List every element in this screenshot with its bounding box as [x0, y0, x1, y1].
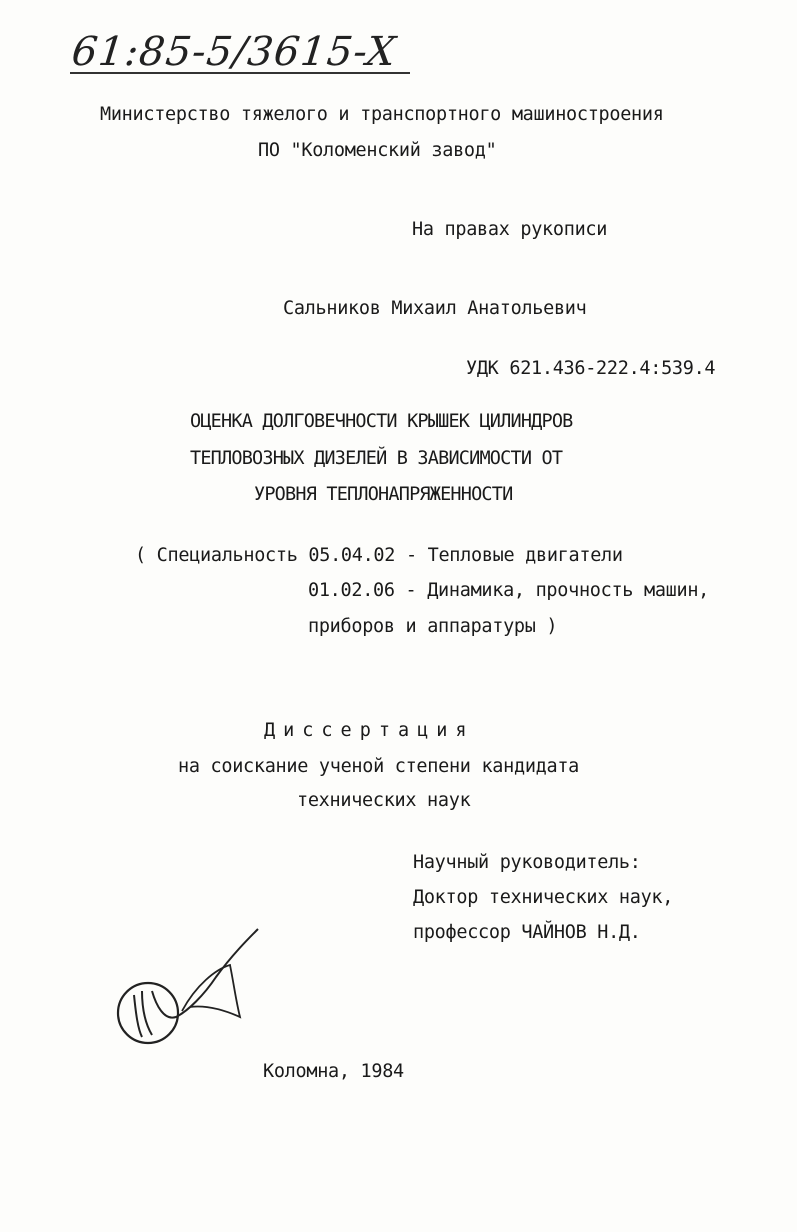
ministry-name: Министерство тяжелого и транспортного машиностроения	[100, 104, 664, 125]
manuscript-rights: На правах рукописи	[412, 219, 608, 240]
title-line-3: УРОВНЯ ТЕПЛОНАПРЯЖЕННОСТИ	[254, 484, 513, 505]
specialty-line-1: ( Специальность 05.04.02 - Тепловые двигатели	[135, 545, 623, 566]
organization-name: ПО "Коломенский завод"	[258, 140, 497, 161]
degree-line-2: на соискание ученой степени кандидата	[178, 756, 580, 777]
udc-code: УДК 621.436-222.4:539.4	[466, 358, 716, 379]
supervisor-label: Научный руководитель:	[413, 852, 641, 873]
supervisor-name: профессор ЧАЙНОВ Н.Д.	[413, 922, 641, 943]
author-name: Сальников Михаил Анатольевич	[283, 298, 587, 319]
archive-mark: 61:85-5/3615-X	[69, 29, 399, 75]
supervisor-degree: Доктор технических наук,	[413, 887, 674, 908]
archive-mark-underline	[70, 72, 410, 74]
degree-line-3: технических наук	[297, 790, 471, 811]
specialty-line-3: приборов и аппаратуры )	[308, 616, 558, 637]
place-and-year: Коломна, 1984	[263, 1061, 404, 1082]
document-type: Диссертация	[264, 720, 475, 741]
title-line-2: ТЕПЛОВОЗНЫХ ДИЗЕЛЕЙ В ЗАВИСИМОСТИ ОТ	[190, 448, 563, 469]
signature-loop	[118, 983, 178, 1043]
specialty-line-2: 01.02.06 - Динамика, прочность машин,	[308, 580, 710, 601]
signature-flourish	[182, 965, 240, 1017]
title-line-1: ОЦЕНКА ДОЛГОВЕЧНОСТИ КРЫШЕК ЦИЛИНДРОВ	[190, 411, 573, 432]
signature	[112, 925, 272, 1055]
